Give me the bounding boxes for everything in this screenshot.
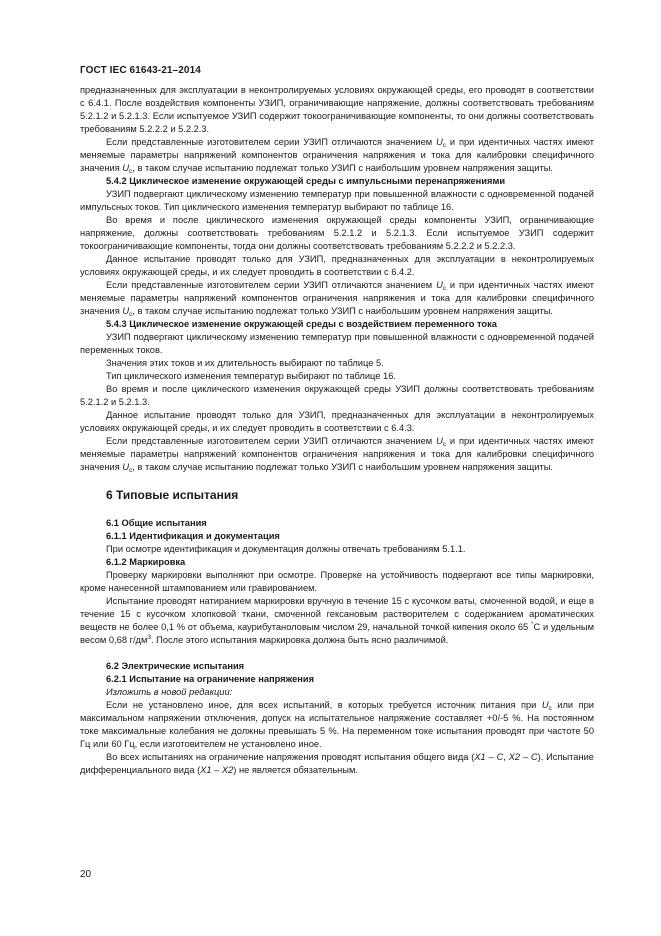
symbol-u: U (122, 462, 130, 472)
paragraph: Данное испытание проводят только для УЗИП, предназначенных для эксплуатации в неконтролируемых условиях окружающей среды, и их следует проводить в соответствии с 6.4.2. (80, 254, 594, 277)
paragraph: УЗИП подвергают циклическому изменению температур при повышенной влажности с одновременной подачей переменных токов. (80, 332, 594, 355)
paragraph: Во время и после циклического изменения окружающей среды УЗИП должны соответствовать требованиям 5.2.1.2 и 5.2.1.3. (80, 384, 594, 407)
subscript-c: c (129, 467, 133, 474)
heading-5-4-3: 5.4.3 Циклическое изменение окружающей среды с воздействием переменного тока (106, 319, 497, 329)
heading-6-1: 6.1 Общие испытания (106, 518, 207, 528)
heading-6-1-2: 6.1.2 Маркировка (106, 557, 186, 567)
superscript-3: 3 (147, 634, 151, 641)
paragraph: Данное испытание проводят только для УЗИП, предназначенных для эксплуатации в неконтролируемых условиях окружающей среды, и их следует проводить в соответствии с 6.4.3. (80, 410, 594, 433)
paragraph: УЗИП подвергают циклическому изменению температур при повышенной влажности с одновременной подачей импульсных токов. Тип циклического изменения температур выбирают по таблице 16. (80, 189, 594, 212)
subscript-c: c (129, 168, 133, 175)
paragraph: Тип циклического изменения температур выбирают по таблице 16. (106, 371, 396, 381)
symbol-u: U (436, 280, 443, 290)
symbol-u: U (122, 163, 130, 173)
subscript-c: c (442, 285, 447, 292)
heading-6-2: 6.2 Электрические испытания (106, 661, 245, 671)
paragraph: Во время и после циклического изменения окружающей среды компоненты УЗИП, ограничивающие напряжение, должны соответствовать требованиям 5.2.1.2 и 5.2.1.3. Если испытуемое УЗИП содержит токоограничивающие компоненты, тогда они должны соответствовать требованиям 5.2.2.2 и 5.2.2.3. (80, 215, 594, 251)
paragraph-uc-series: Если представленные изготовителем серии УЗИП отличаются значением $U_c$ и при идентичных частях имеют меняемые параметры напряжений компонентов ограничения напряжения и тока для калибровки специфичного значения $U_c$, в таком случае испытанию подлежат только УЗИП с наибольшим уровнем напряжения защиты. (80, 137, 594, 175)
page-number: 20 (80, 869, 92, 880)
degree-sign: ° (530, 621, 534, 628)
document-header: ГОСТ IEC 61643-21–2014 (80, 65, 201, 76)
subscript-c: c (129, 311, 133, 318)
paragraph-uc-series: Если представленные изготовителем серии УЗИП отличаются значением $U_c$ и при идентичных частях имеют меняемые параметры напряжений компонентов ограничения напряжения и тока для калибровки специфичного значения $U_c$, в таком случае испытанию подлежат только УЗИП с наибольшим уровнем напряжения защиты. (80, 436, 594, 474)
heading-5-4-2: 5.4.2 Циклическое изменение окружающей среды с импульсными перенапряжениями (106, 176, 506, 186)
paragraph-uc-supply: Если не установлено иное, для всех испытаний, в которых требуется источник питания при $U_c$ или при максимальном напряжении отключения, допуск на испытательное напряжение составляет +0/-5 %. На постоянном токе максимальные колебания не должны превышать 5 %. На переменном токе испытания проводят при частоте 50 Гц или 60 Гц, если изготовителем не установлено иное. (80, 700, 594, 749)
heading-6-2-1: 6.2.1 Испытание на ограничение напряжения (106, 674, 315, 684)
subscript-c: c (442, 142, 447, 149)
editorial-note: Изложить в новой редакции: (106, 687, 233, 697)
symbol-u: U (436, 436, 443, 446)
subscript-c: c (548, 705, 552, 712)
paragraph: При осмотре идентификация и документация должны отвечать требованиям 5.1.1. (106, 544, 466, 554)
symbol-u: U (436, 137, 443, 147)
paragraph: Проверку маркировки выполняют при осмотре. Проверке на устойчивость подвергают все типы маркировки, кроме нанесенной штампованием или гравированием. (80, 570, 594, 593)
paragraph-uc-series: Если представленные изготовителем серии УЗИП отличаются значением $U_c$ и при идентичных частях имеют меняемые параметры напряжений компонентов ограничения напряжения и тока для калибровки специфичного значения $U_c$, в таком случае испытанию подлежат только УЗИП с наибольшим уровнем напряжения защиты. (80, 280, 594, 318)
document-body (80, 84, 594, 777)
paragraph-marking-test: Испытание проводят натиранием маркировки вручную в течение 15 с кусочком ваты, смоченной водой, и еще в течение 15 с кусочком хлопковой ткани, смоченной гексановым растворителем с содержанием ароматических веществ не более 0,1 % от объема, каурибутаноловым числом 29, начальной точкой кипения около 65 °C и удельным весом 0,68 $г/дм^3$. После этого испытания маркировка должна быть ясно различимой. (80, 596, 594, 645)
heading-section-6: 6 Типовые испытания (106, 488, 239, 502)
subscript-c: c (442, 441, 447, 448)
heading-6-1-1: 6.1.1 Идентификация и документация (106, 531, 280, 541)
paragraph-test-modes: Во всех испытаниях на ограничение напряжения проводят испытания общего вида (X1 – C, X2 – C). Испытание дифференциального вида (X1 – X2) не является обязательным. (80, 752, 594, 775)
paragraph: Значения этих токов и их длительность выбирают по таблице 5. (106, 358, 384, 368)
symbol-u: U (541, 700, 549, 710)
paragraph: предназначенных для эксплуатации в неконтролируемых условиях окружающей среды, его проводят в соответствии с 6.4.1. После воздействия компоненты УЗИП, ограничивающие напряжение, должны соответствовать требованиям 5.2.1.2 и 5.2.1.3. Если испытуемое УЗИП содержит токоограничивающие компоненты, то они должны соответствовать требованиям 5.2.2.2 и 5.2.2.3. (80, 85, 594, 134)
symbol-u: U (122, 306, 130, 316)
spacer (80, 647, 594, 660)
